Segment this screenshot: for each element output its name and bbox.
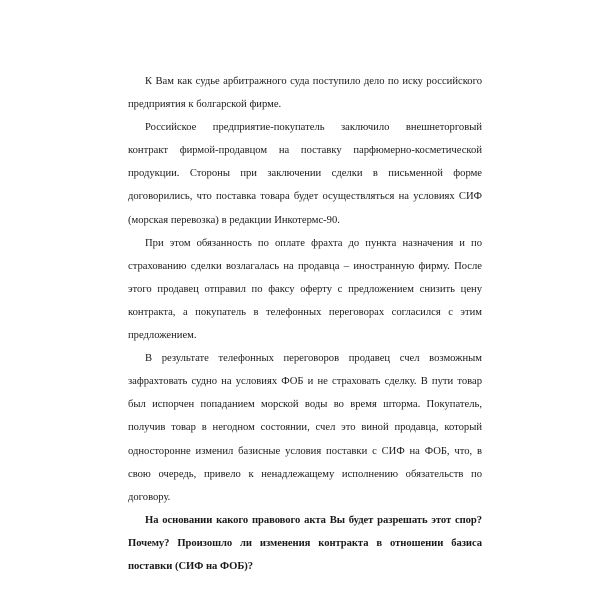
paragraph-1: К Вам как судье арбитражного суда поступило дело по иску российского предприятия к болгарской фирме. — [128, 76, 482, 111]
document-text-body — [128, 70, 482, 578]
paragraph-2: Российское предприятие-покупатель заключило внешнеторговый контракт фирмой-продавцом на поставку парфюмерно-косметической продукции. Стороны при заключении сделки в письменной форме договорились, что поставка товара будет осуществляться на условиях СИФ (морская перевозка) в редакции Инкотермс-90. — [128, 122, 482, 226]
paragraph-5-question: На основании какого правового акта Вы будет разрешать этот спор? Почему? Произошло ли изменения контракта в отношении базиса поставки (СИФ на ФОБ)? — [128, 514, 482, 572]
paragraph-3: При этом обязанность по оплате фрахта до пункта назначения и по страхованию сделки возлагалась на продавца – иностранную фирму. После этого продавец отправил по факсу оферту с предложением снизить цену контракта, а покупатель в телефонных переговорах согласился с этим предложением. — [128, 237, 482, 342]
paragraph-4: В результате телефонных переговоров продавец счел возможным зафрахтовать судно на условиях ФОБ и не страховать сделку. В пути товар был испорчен попаданием морской воды во время шторма. Покупатель, получив товар в негодном состоянии, счел это виной продавца, который односторонне изменил базисные условия поставки с СИФ на ФОБ, что, в свою очередь, привело к ненадлежащему исполнению обязательств по договору. — [128, 353, 482, 503]
